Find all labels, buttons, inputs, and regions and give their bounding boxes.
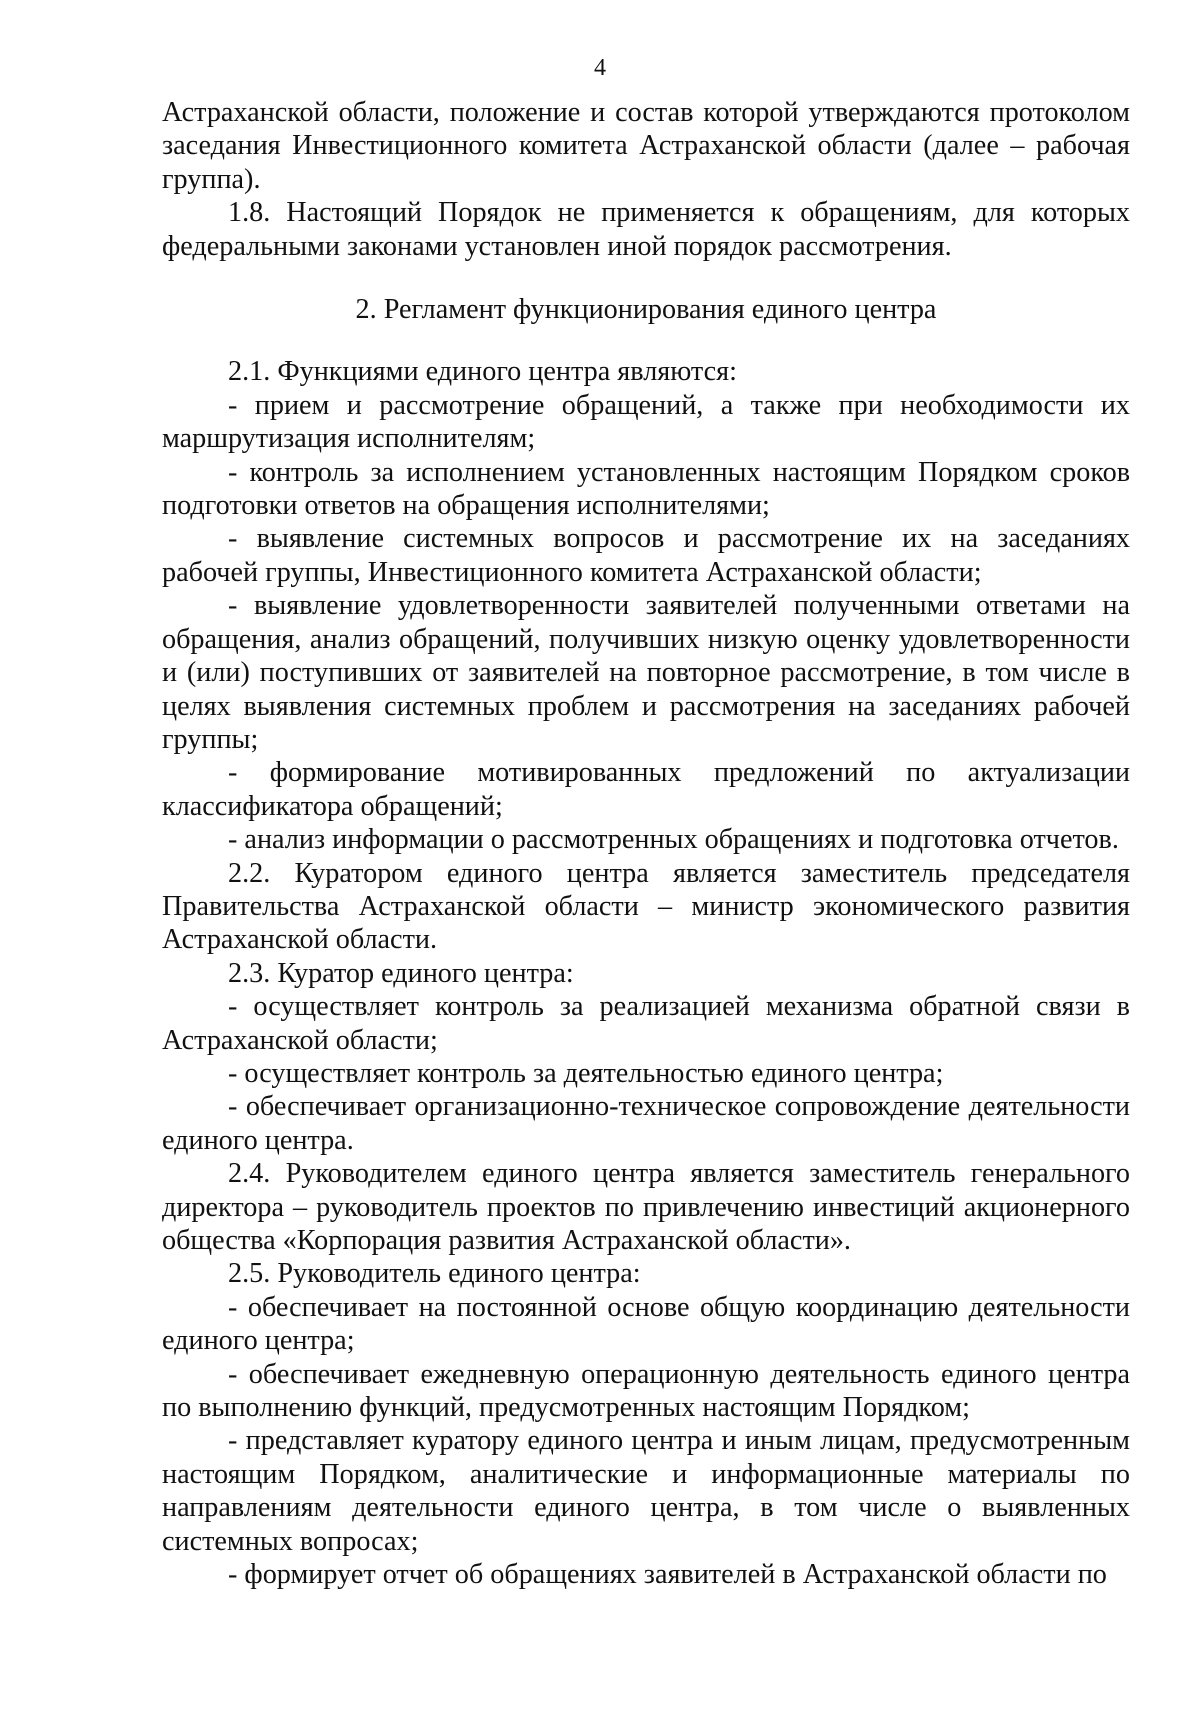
list-item: - осуществляет контроль за реализацией механизма обратной связи в Астраханской области; [162,991,1130,1056]
list-item: - выявление удовлетворенности заявителей полученными ответами на обращения, анализ обращений, получивших низкую оценку удовлетворенности и (или) поступивших от заявителей на повторное рассмотрение, в том числе в целях выявления системных проблем и рассмотрения на заседаниях рабочей группы; [162,590,1130,755]
section-heading: 2. Регламент функционирования единого центра [355,294,937,326]
list-item: - контроль за исполнением установленных настоящим Порядком сроков подготовки ответов на обращения исполнителями; [162,456,1130,522]
list-item: - обеспечивает организационно-техническое сопровождение деятельности единого центра. [162,1091,1130,1156]
list-item: - прием и рассмотрение обращений, а также при необходимости их маршрутизация исполнителям; [162,389,1130,455]
list-item: - обеспечивает на постоянной основе общую координацию деятельности единого центра; [162,1291,1130,1357]
list-item: - осуществляет контроль за деятельностью единого центра; [228,1057,944,1089]
paragraph-1-8: 1.8. Настоящий Порядок не применяется к обращениям, для которых федеральными законами установлен иной порядок рассмотрения. [162,197,1130,262]
document-body [162,96,1130,1591]
list-item: - формирование мотивированных предложений по актуализации классификатора обращений; [162,757,1130,822]
list-item: - анализ информации о рассмотренных обращениях и подготовка отчетов. [228,824,1119,856]
paragraph-2-2: 2.2. Куратором единого центра является заместитель председателя Правительства Астраханской области – министр экономического развития Астраханской области. [162,857,1130,956]
list-item: - обеспечивает ежедневную операционную деятельность единого центра по выполнению функций, предусмотренных настоящим Порядком; [162,1358,1130,1424]
paragraph-2-3: 2.3. Куратор единого центра: [228,957,574,989]
page-number: 4 [594,55,606,81]
list-item: - представляет куратору единого центра и иным лицам, предусмотренным настоящим Порядком, аналитические и информационные материалы по направлениям деятельности единого центра, в том числе о выявленных системных вопросах; [162,1425,1130,1557]
paragraph-2-1: 2.1. Функциями единого центра являются: [228,356,737,388]
list-item: - выявление системных вопросов и рассмотрение их на заседаниях рабочей группы, Инвестиционного комитета Астраханской области; [162,523,1130,588]
paragraph-2-4: 2.4. Руководителем единого центра является заместитель генерального директора – руководитель проектов по привлечению инвестиций акционерного общества «Корпорация развития Астраханской области». [162,1158,1130,1256]
list-item: - формирует отчет об обращениях заявителей в Астраханской области по [228,1559,1107,1591]
paragraph-2-5: 2.5. Руководитель единого центра: [228,1258,641,1290]
paragraph-continuation: Астраханской области, положение и состав которой утверждаются протоколом заседания Инвестиционного комитета Астраханской области (далее – рабочая группа). [162,97,1130,195]
